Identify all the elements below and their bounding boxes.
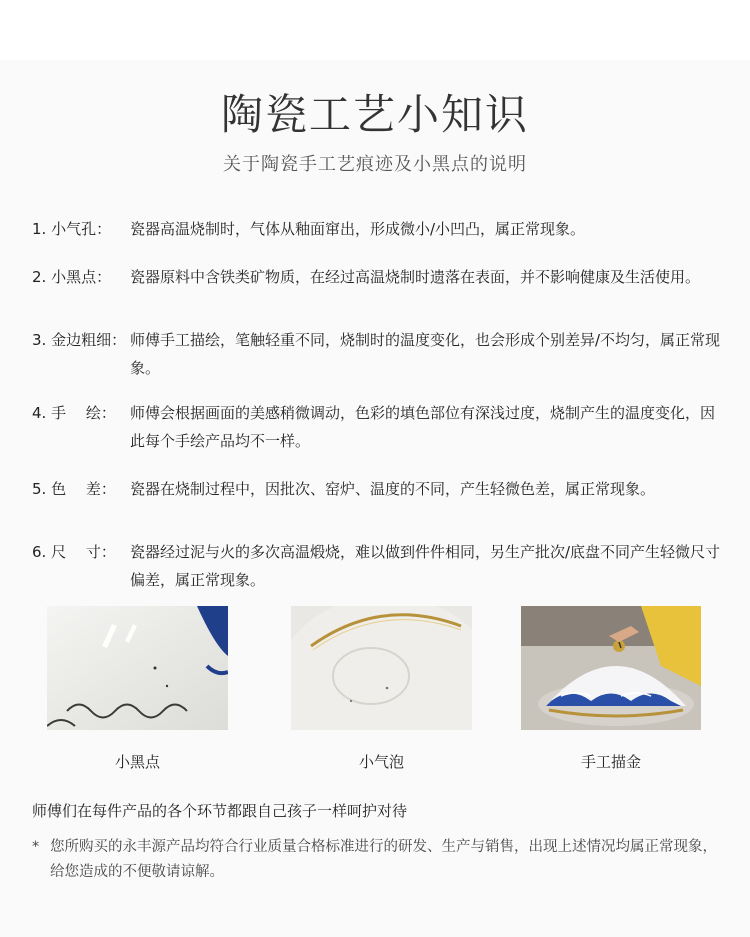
page-title: 陶瓷工艺小知识 <box>220 90 529 139</box>
item-label: 3. 金边粗细： <box>32 331 127 349</box>
page-subtitle: 关于陶瓷手工艺痕迹及小黑点的说明 <box>223 154 527 175</box>
photo-black-dots <box>47 606 228 730</box>
caption-hand-gilding: 手工描金 <box>580 753 641 771</box>
item-label: 4. 手 绘： <box>32 404 116 422</box>
footnote-text: 您所购买的永丰源产品均符合行业质量合格标准进行的研发、生产与销售，出现上述情况均属正常现象，给您造成的不便敬请谅解。 <box>50 839 717 880</box>
item-black-dots <box>32 263 722 291</box>
closing-statement: 师傅们在每件产品的各个环节都跟自己孩子一样呵护对待 <box>32 802 408 820</box>
caption-air-bubbles: 小气泡 <box>358 753 404 771</box>
item-text: 师傅会根据画面的美感稍微调动，色彩的填色部位有深浅过度，烧制产生的温度变化，因此每个手绘产品均不一样。 <box>130 404 716 450</box>
item-label: 2. 小黑点： <box>32 268 112 286</box>
caption-black-dots: 小黑点 <box>114 753 160 771</box>
item-hand-painting <box>32 399 722 455</box>
item-text: 瓷器在烧制过程中，因批次、窑炉、温度的不同，产生轻微色差，属正常现象。 <box>130 480 656 498</box>
item-color-difference <box>32 475 722 503</box>
item-air-holes <box>32 215 722 243</box>
item-text: 瓷器原料中含铁类矿物质，在经过高温烧制时遗落在表面，并不影响健康及生活使用。 <box>130 268 701 286</box>
item-label: 5. 色 差： <box>32 480 116 498</box>
item-gold-rim <box>32 326 722 382</box>
item-size <box>32 538 722 594</box>
item-label: 1. 小气孔： <box>32 220 112 238</box>
asterisk-mark: * <box>32 839 40 855</box>
item-text: 师傅手工描绘，笔触轻重不同，烧制时的温度变化，也会形成个别差异/不均匀，属正常现象。 <box>130 331 721 377</box>
item-label: 6. 尺 寸： <box>32 543 116 561</box>
photo-hand-gilding <box>521 606 701 730</box>
top-band <box>0 0 750 60</box>
item-text: 瓷器高温烧制时，气体从釉面窜出，形成微小/小凹凸，属正常现象。 <box>130 220 586 238</box>
photo-air-bubbles <box>291 606 472 730</box>
item-text: 瓷器经过泥与火的多次高温煅烧，难以做到件件相同，另生产批次/底盘不同产生轻微尺寸偏差，属正常现象。 <box>130 543 721 589</box>
footnote <box>32 835 722 885</box>
